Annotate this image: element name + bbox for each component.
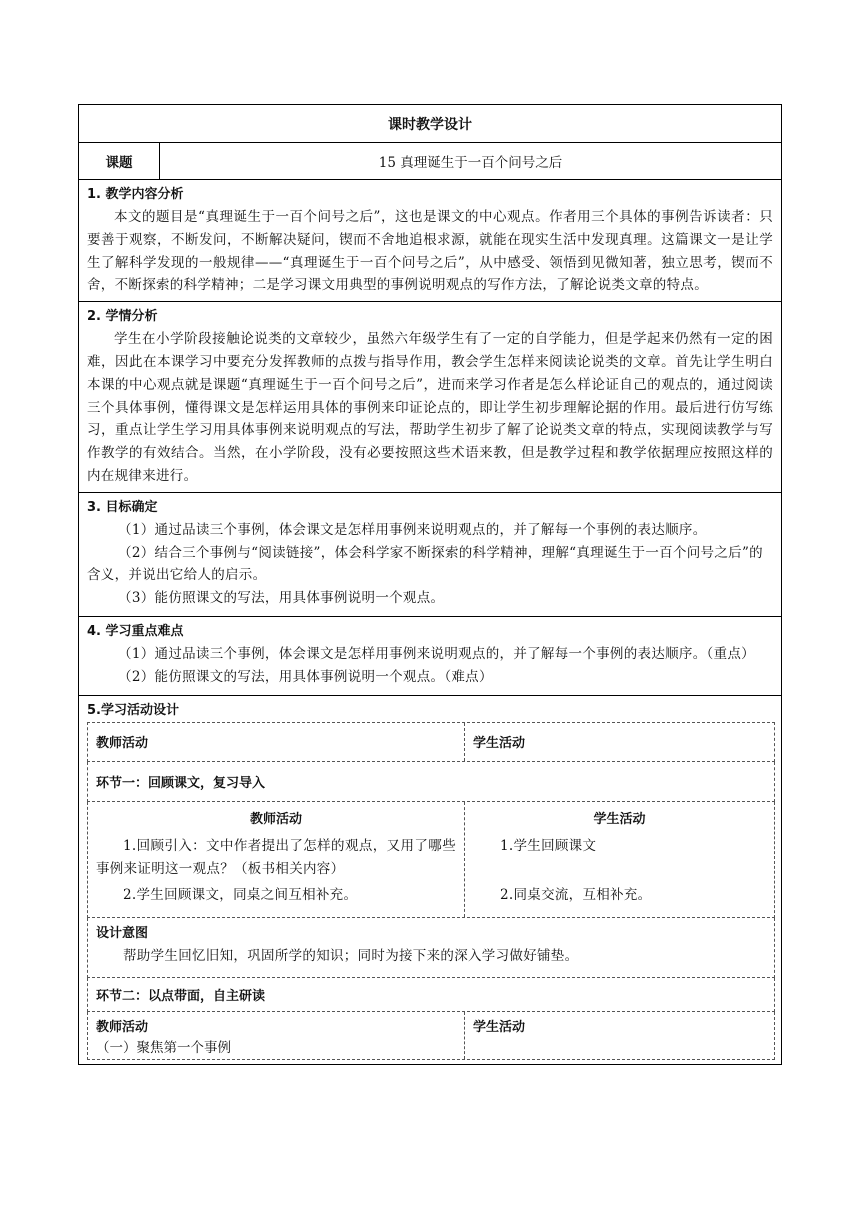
student-col-header: 学生活动: [473, 736, 526, 752]
goal-item: （3）能仿照课文的写法，用具体事例说明一个观点。: [118, 590, 445, 607]
teacher-activity-item: 2.学生回顾课文，同桌之间互相补充。: [123, 886, 358, 903]
topic-row: [79, 143, 781, 180]
topic-value: 15 真理诞生于一百个问号之后: [378, 155, 563, 171]
goal-item: （1）通过品读三个事例，体会课文是怎样用事例来说明观点的，并了解每一个事例的表达顺序。: [118, 521, 707, 538]
link1-student-cell: [465, 802, 774, 917]
section-text: 学生在小学阶段接触论说类的文章较少，虽然六年级学生有了一定的自学能力，但是学起来仍然有一定的困难，因此在本课学习中要充分发挥教师的点拨与指导作用，教会学生怎样来阅读论说类的文章。首先让学生明白本课的中心观点就是课题“真理诞生于一百个问号之后”，进而来学习作者是怎么样论证自己的观点的，通过阅读三个具体事例，懂得课文是怎样运用具体的事例来印证论点的，即让学生初步理解论据的作用。最后进行仿写练习，重点让学生学习用具体事例来说明观点的写法，帮助学生初步了解了论说类文章的特点，实现阅读教学与写作教学的有效结合。当然，在小学阶段，没有必要按照这些术语来教，但是教学过程和教学依据理应按照这样的内在规律来进行。: [87, 331, 773, 484]
link1-teacher-cell: [88, 802, 465, 917]
link2-title-row: [87, 978, 775, 1012]
section-heading: 2. 学情分析: [87, 309, 158, 325]
document-title: 课时教学设计: [79, 105, 781, 143]
section-activities: [79, 696, 781, 1064]
student-activity-item: 2.同桌交流，互相补充。: [500, 886, 652, 903]
link1-student-head: 学生活动: [593, 811, 646, 827]
intent-title: 设计意图: [96, 925, 149, 941]
link1-title-row: [87, 762, 775, 802]
link1-title: 环节一：回顾课文，复习导入: [96, 775, 266, 791]
link2-content-row: [87, 1012, 775, 1060]
student-activity-item: 1.学生回顾课文: [500, 837, 597, 854]
section-heading: 3. 目标确定: [87, 499, 158, 515]
teacher-activity-item: 1.回顾引入：文中作者提出了怎样的观点，又用了哪些事例来证明这一观点？（板书相关内容）: [96, 837, 456, 877]
intent-cell: [88, 918, 774, 977]
section-key-points: [79, 617, 781, 696]
link2-title: 环节二：以点带面，自主研读: [96, 988, 266, 1004]
section-objectives: [79, 493, 781, 617]
link2-student-cell: [465, 1012, 774, 1059]
link2-teacher-first: （一）聚焦第一个事例: [96, 1039, 231, 1056]
teacher-col-header: 教师活动: [88, 723, 465, 761]
key-point-item: （2）能仿照课文的写法，用具体事例说明一个观点。（难点）: [118, 668, 493, 685]
lesson-design-table: [78, 104, 782, 1065]
intent-text: 帮助学生回忆旧知，巩固所学的知识；同时为接下来的深入学习做好铺垫。: [123, 947, 579, 964]
section-heading: 5.学习活动设计: [87, 702, 179, 718]
section-learner-analysis: [79, 302, 781, 493]
section-text: 本文的题目是“真理诞生于一百个问号之后”，这也是课文的中心观点。作者用三个具体的事例告诉读者：只要善于观察，不断发问，不断解决疑问，锲而不舍地追根求源，就能在现实生活中发现真理。这篇课文一是让学生了解科学发现的一般规律——“真理诞生于一百个问号之后”，从中感受、领悟到见微知著，独立思考，锲而不舍，不断探索的科学精神；二是学习课文用典型的事例说明观点的写作方法，了解论说类文章的特点。: [87, 209, 773, 294]
section-heading: 4. 学习重点难点: [87, 623, 184, 639]
topic-label: 课题: [79, 143, 160, 179]
goal-item: （2）结合三个事例与“阅读链接”，体会科学家不断探索的科学精神，理解“真理诞生于一百个问号之后”的含义，并说出它给人的启示。: [87, 544, 763, 584]
link1-content-row: [87, 802, 775, 918]
link2-student-head: 学生活动: [473, 1019, 526, 1035]
key-point-item: （1）通过品读三个事例，体会课文是怎样用事例来说明观点的，并了解每一个事例的表达顺序。（重点）: [118, 645, 755, 662]
link1-teacher-head: 教师活动: [249, 811, 302, 827]
link2-teacher-cell: [88, 1012, 465, 1059]
activity-header-row: [87, 722, 775, 762]
link2-teacher-head: 教师活动: [96, 1019, 149, 1035]
activity-table: [87, 722, 775, 1060]
section-content-analysis: [79, 180, 781, 302]
intent-row: [87, 918, 775, 978]
section-heading: 1. 教学内容分析: [87, 187, 184, 202]
